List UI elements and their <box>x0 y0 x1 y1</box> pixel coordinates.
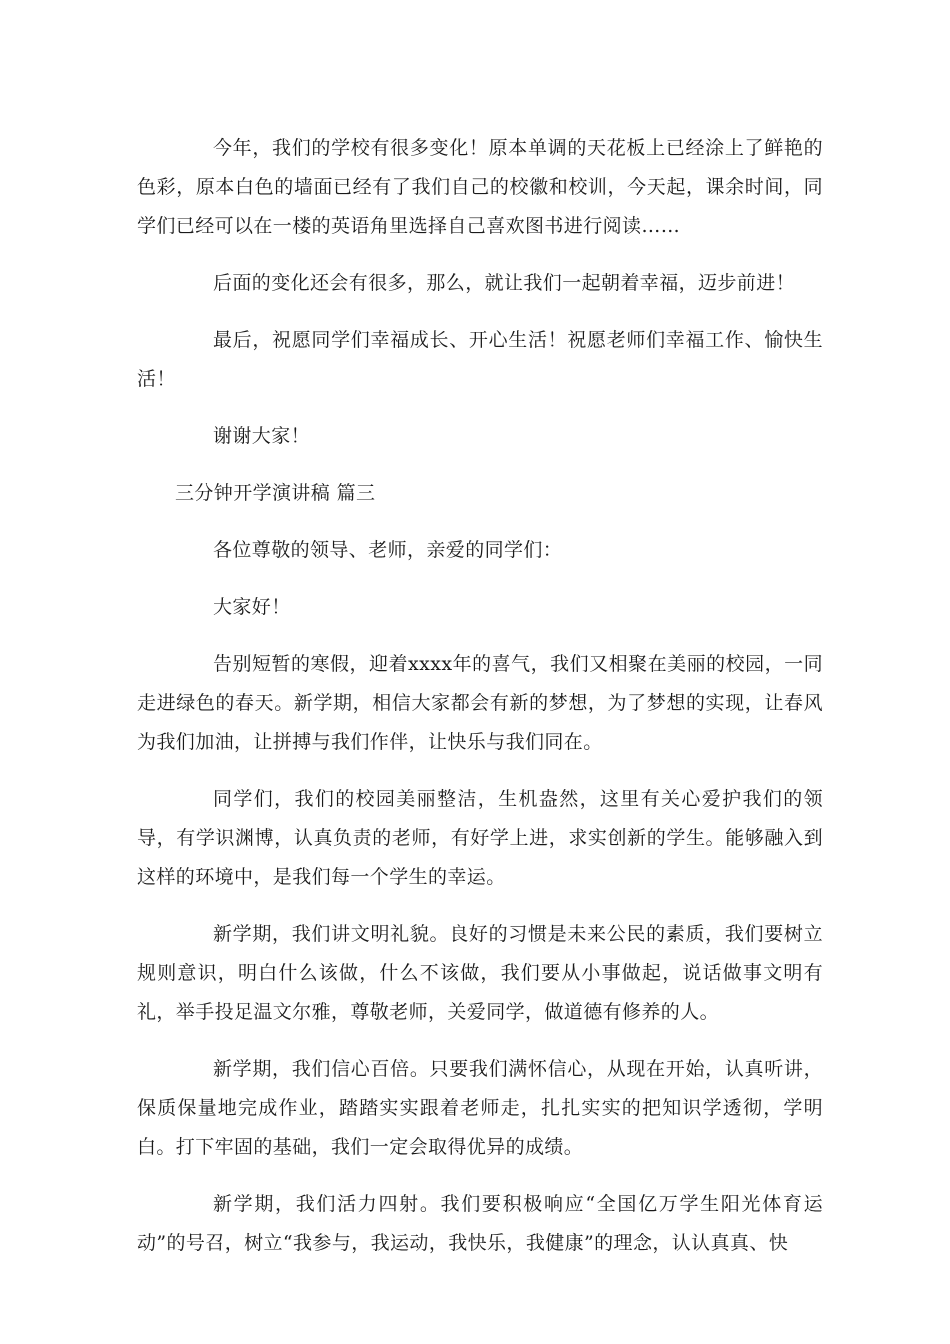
paragraph-wishes: 最后，祝愿同学们幸福成长、开心生活！祝愿老师们幸福工作、愉快生活！ <box>137 329 823 390</box>
paragraph-school-changes: 今年，我们的学校有很多变化！原本单调的天花板上已经涂上了鲜艳的色彩，原本白色的墙面已经有了我们自己的校徽和校训，今天起，课余时间，同学们已经可以在一楼的英语角里选择自己喜欢图书进行阅读…… <box>137 137 823 237</box>
paragraph-confidence: 新学期，我们信心百倍。只要我们满怀信心，从现在开始，认真听讲，保质保量地完成作业，踏踏实实跟着老师走，扎扎实实的把知识学透彻，学明白。打下牢固的基础，我们一定会取得优异的成绩。 <box>137 1058 823 1158</box>
paragraph-campus: 同学们，我们的校园美丽整洁，生机盎然，这里有关心爱护我们的领导，有学识渊博，认真负责的老师，有好学上进，求实创新的学生。能够融入到这样的环境中，是我们每一个学生的幸运。 <box>137 788 823 888</box>
paragraph-civility: 新学期，我们讲文明礼貌。良好的习惯是未来公民的素质，我们要树立规则意识，明白什么该做，什么不该做，我们要从小事做起，说话做事文明有礼，举手投足温文尔雅，尊敬老师，关爱同学，做道德有修养的人。 <box>137 923 823 1023</box>
paragraph-vitality: 新学期，我们活力四射。我们要积极响应“全国亿万学生阳光体育运动”的号召，树立“我参与，我运动，我快乐，我健康”的理念，认认真真、快 <box>137 1193 823 1254</box>
paragraph-new-semester: 告别短暂的寒假，迎着xxxx年的喜气，我们又相聚在美丽的校园，一同走进绿色的春天。新学期，相信大家都会有新的梦想，为了梦想的实现，让春风为我们加油，让拼搏与我们作伴，让快乐与我们同在。 <box>137 653 823 753</box>
section-heading: 三分钟开学演讲稿 篇三 <box>175 482 376 504</box>
paragraph-future-changes: 后面的变化还会有很多，那么，就让我们一起朝着幸福，迈步前进！ <box>213 272 796 294</box>
document-body <box>137 129 823 1281</box>
paragraph-greeting: 大家好！ <box>213 596 291 618</box>
paragraph-thanks: 谢谢大家！ <box>213 425 311 447</box>
paragraph-salutation: 各位尊敬的领导、老师，亲爱的同学们： <box>213 539 563 561</box>
